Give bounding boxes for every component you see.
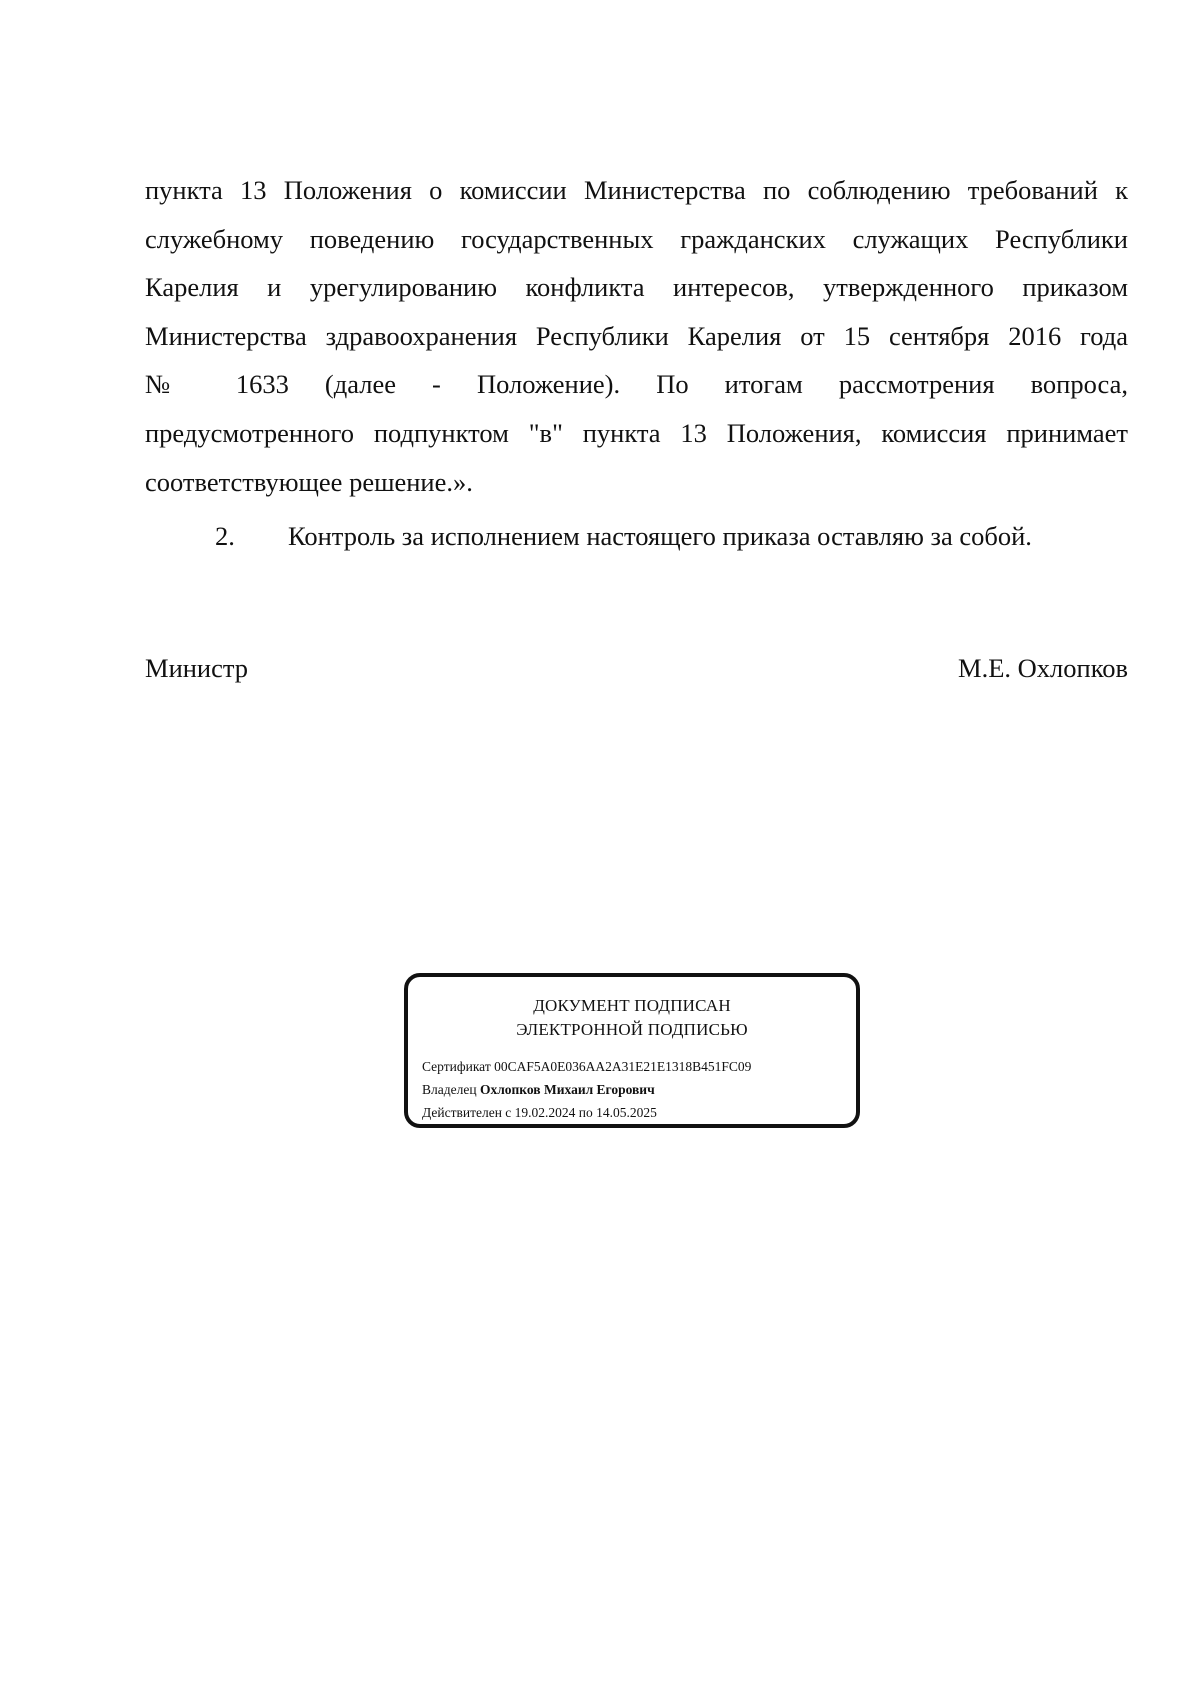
owner-value: Охлопков Михаил Егорович <box>479 1082 655 1097</box>
paragraph-continuation <box>145 166 1128 506</box>
owner-row <box>422 1078 846 1101</box>
certificate-value: 00CAF5A0E036AA2A31E21E1318B451FC09 <box>494 1059 752 1074</box>
list-item-text: Контроль за исполнением настоящего приказа оставляю за собой. <box>288 521 1032 551</box>
valid-from-label: Действителен с <box>422 1105 512 1120</box>
list-item-number: 2. <box>215 521 235 551</box>
signatory-name: М.Е. Охлопков <box>958 653 1128 683</box>
paragraph-line: Министерства здравоохранения Республики Карелия от 15 сентября 2016 года <box>145 320 1128 351</box>
valid-to-label: по <box>578 1105 593 1120</box>
validity-row <box>422 1101 846 1124</box>
valid-from-date: 19.02.2024 <box>514 1105 576 1120</box>
paragraph-line: Карелия и урегулированию конфликта интересов, утвержденного приказом <box>145 272 1128 303</box>
paragraph-line: предусмотренного подпунктом "в" пункта 13 Положения, комиссия принимает <box>145 417 1128 448</box>
valid-to-date: 14.05.2025 <box>596 1105 657 1120</box>
paragraph-line: № 1633 (далее - Положение). По итогам рассмотрения вопроса, <box>145 369 1128 400</box>
signatory-position: Министр <box>145 653 249 683</box>
paragraph-line: пункта 13 Положения о комиссии Министерства по соблюдению требований к <box>145 175 1128 205</box>
paragraph-line: служебному поведению государственных гражданских служащих Республики <box>145 223 1128 254</box>
stamp-title-line: ЭЛЕКТРОННОЙ ПОДПИСЬЮ <box>516 1020 748 1039</box>
certificate-row <box>422 1055 846 1078</box>
owner-label: Владелец <box>422 1082 477 1097</box>
stamp-details <box>422 1055 846 1124</box>
stamp-title-line: ДОКУМЕНТ ПОДПИСАН <box>533 996 731 1015</box>
paragraph-line: соответствующее решение.». <box>145 466 473 497</box>
stamp-title <box>408 994 856 1042</box>
certificate-label: Сертификат <box>422 1059 491 1074</box>
electronic-signature-stamp <box>404 973 860 1128</box>
